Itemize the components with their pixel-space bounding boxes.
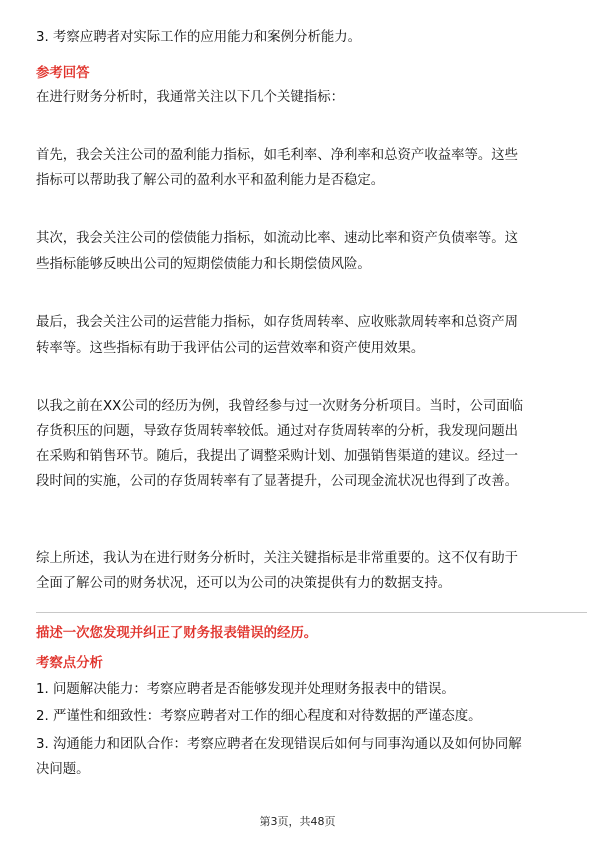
analysis-item-continued: 决问题。: [36, 762, 90, 777]
analysis-item: 1. 问题解决能力：考察应聘者是否能够发现并处理财务报表中的错误。: [36, 682, 455, 697]
page-number: 第3页，共48页: [259, 815, 336, 828]
analysis-item: 3. 沟通能力和团队合作：考察应聘者在发现错误后如何与同事沟通以及如何协同解: [36, 737, 522, 752]
answer-paragraph-line: 其次，我会关注公司的偿债能力指标，如流动比率、速动比率和资产负债率等。这: [36, 231, 519, 246]
answer-paragraph-line: 转率等。这些指标有助于我评估公司的运营效率和资产使用效果。: [36, 341, 425, 356]
assessment-item-3: 3. 考察应聘者对实际工作的应用能力和案例分析能力。: [36, 30, 362, 45]
question-title: 描述一次您发现并纠正了财务报表错误的经历。: [36, 626, 318, 641]
analysis-item: 2. 严谨性和细致性：考察应聘者对工作的细心程度和对待数据的严谨态度。: [36, 709, 482, 724]
answer-paragraph-line: 存货积压的问题，导致存货周转率较低。通过对存货周转率的分析，我发现问题出: [36, 424, 519, 439]
section-divider: [36, 612, 587, 613]
answer-paragraph-line: 全面了解公司的财务状况，还可以为公司的决策提供有力的数据支持。: [36, 576, 452, 591]
answer-heading: 参考回答: [36, 66, 90, 81]
analysis-heading: 考察点分析: [36, 656, 103, 671]
answer-paragraph-line: 指标可以帮助我了解公司的盈利水平和盈利能力是否稳定。: [36, 173, 385, 188]
answer-paragraph-line: 以我之前在XX公司的经历为例，我曾经参与过一次财务分析项目。当时，公司面临: [36, 399, 524, 414]
answer-paragraph-line: 些指标能够反映出公司的短期偿债能力和长期偿债风险。: [36, 257, 371, 272]
answer-paragraph-line: 在进行财务分析时，我通常关注以下几个关键指标：: [36, 90, 344, 105]
answer-paragraph-line: 最后，我会关注公司的运营能力指标，如存货周转率、应收账款周转率和总资产周: [36, 315, 519, 330]
answer-paragraph-line: 在采购和销售环节。随后，我提出了调整采购计划、加强销售渠道的建议。经过一: [36, 449, 519, 464]
answer-paragraph-line: 段时间的实施，公司的存货周转率有了显著提升，公司现金流状况也得到了改善。: [36, 474, 519, 489]
answer-paragraph-line: 首先，我会关注公司的盈利能力指标，如毛利率、净利率和总资产收益率等。这些: [36, 148, 519, 163]
answer-paragraph-line: 综上所述，我认为在进行财务分析时，关注关键指标是非常重要的。这不仅有助于: [36, 551, 519, 566]
